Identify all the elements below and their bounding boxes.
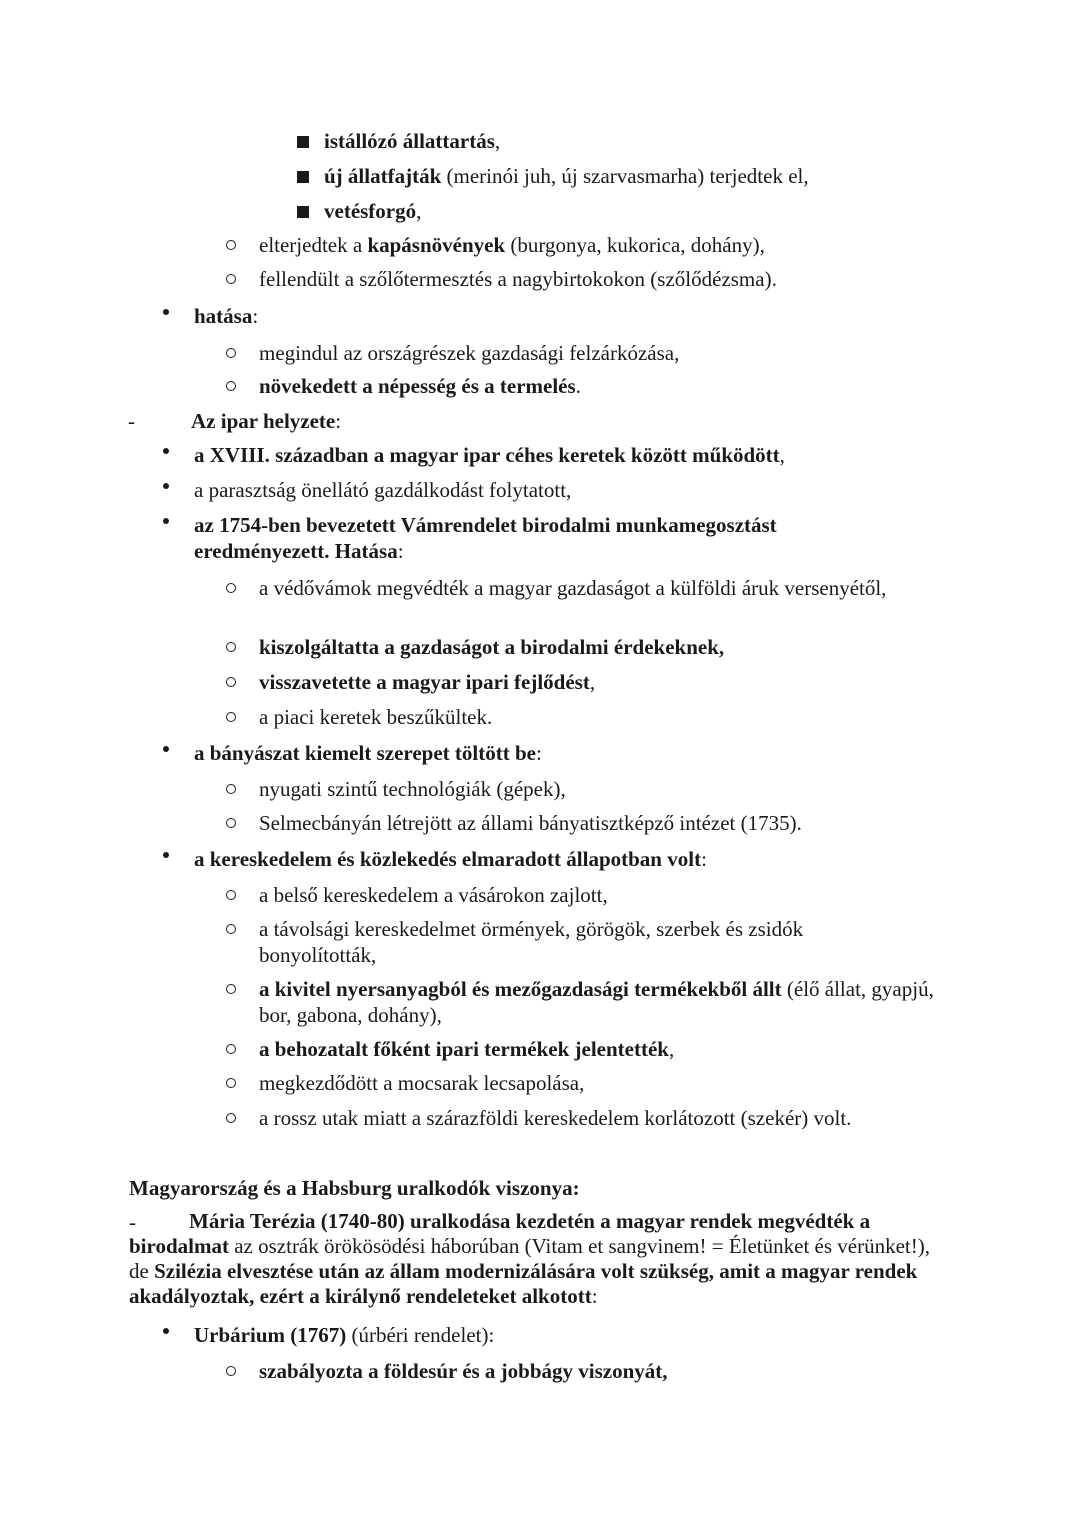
circle-bullet-icon (226, 583, 236, 593)
square-bullet-icon (297, 206, 309, 218)
text: az osztrák örökösödési háborúban (Vitam et sangvinem! = Életünket és vérünket!), de (129, 1234, 930, 1283)
text: : (591, 1284, 598, 1308)
dot-bullet-icon (163, 518, 169, 524)
text: : (252, 304, 259, 328)
text: : (701, 847, 707, 871)
text: , (416, 199, 422, 223)
bold-text: Mária Terézia (1740-80) uralkodása kezdetén a magyar rendek megvédték a birodalmat (129, 1209, 871, 1258)
text: , (779, 443, 785, 467)
circle-bullet-icon (226, 677, 236, 687)
text: nyugati szintű technológiák (gépek), (259, 777, 566, 801)
circle-bullet-icon (226, 381, 236, 391)
bold-text: a behozatalt főként ipari termékek jelentették (259, 1037, 669, 1061)
circle-bullet-icon (226, 1366, 236, 1376)
text: , (668, 1037, 675, 1061)
bold-text: Az ipar helyzete (191, 409, 336, 433)
text: : (335, 409, 342, 433)
text: elterjedtek a (259, 233, 368, 257)
circle-bullet-icon (226, 1078, 236, 1088)
text: (merinói juh, új szarvasmarha) terjedtek el, (441, 164, 809, 188)
circle-bullet-icon (226, 784, 236, 794)
bold-text: istállózó állattartás (324, 129, 495, 153)
bold-text: szabályozta a földesúr és a jobbágy viszonyát, (259, 1359, 668, 1383)
dot-bullet-icon (163, 309, 169, 315)
bold-text: Urbárium (1767) (194, 1323, 347, 1347)
circle-bullet-icon (226, 818, 236, 828)
text: a parasztság önellátó gazdálkodást folytatott, (194, 478, 572, 502)
dash-marker: - (129, 1210, 136, 1234)
text: , (589, 670, 596, 694)
bold-text: a bányászat kiemelt szerepet töltött be (194, 741, 536, 765)
bold-text: kiszolgáltatta a gazdaságot a birodalmi érdekeknek, (259, 635, 725, 659)
bold-text: az 1754-ben bevezetett Vámrendelet birodalmi munkamegosztást eredményezett. Hatása (194, 513, 777, 563)
bold-text: vetésforgó (324, 199, 417, 223)
circle-bullet-icon (226, 890, 236, 900)
square-bullet-icon (297, 136, 309, 148)
text: : (535, 741, 542, 765)
bold-text: a XVIII. században a magyar ipar céhes keretek között működött (194, 443, 780, 467)
text: (úrbéri rendelet): (346, 1323, 495, 1347)
text: megkezdődött a mocsarak lecsapolása, (259, 1071, 585, 1095)
text: a rossz utak miatt a szárazföldi kereskedelem korlátozott (szekér) volt. (259, 1106, 852, 1130)
bold-text: Magyarország és a Habsburg uralkodók viszonya: (129, 1176, 580, 1200)
circle-bullet-icon (226, 240, 236, 250)
dash-marker: - (128, 409, 135, 433)
text: a belső kereskedelem a vásárokon zajlott, (259, 883, 608, 907)
circle-bullet-icon (226, 274, 236, 284)
dot-bullet-icon (163, 852, 169, 858)
bold-text: új állatfajták (324, 164, 442, 188)
bold-text: Szilézia elvesztése után az állam modernizálására volt szükség, amit a magyar rendek akadályoztak, ezért a királynő rendeleteket alkotott (129, 1259, 918, 1308)
circle-bullet-icon (226, 712, 236, 722)
text: a piaci keretek beszűkültek. (259, 705, 493, 729)
bold-text: növekedett a népesség és a termelés (259, 374, 576, 398)
circle-bullet-icon (226, 984, 236, 994)
text: (élő állat, gyapjú, bor, gabona, dohány), (259, 977, 934, 1027)
bold-text: kapásnövények (367, 233, 506, 257)
circle-bullet-icon (226, 642, 236, 652)
text: Selmecbányán létrejött az állami bányatisztképző intézet (1735). (259, 811, 802, 835)
bold-text: visszavetette a magyar ipari fejlődést (259, 670, 590, 694)
dot-bullet-icon (163, 483, 169, 489)
circle-bullet-icon (226, 1044, 236, 1054)
text: fellendült a szőlőtermesztés a nagybirtokokon (szőlődézsma). (259, 267, 777, 291)
dot-bullet-icon (163, 1328, 169, 1334)
text: megindul az országrészek gazdasági felzárkózása, (259, 341, 680, 365)
dot-bullet-icon (163, 746, 169, 752)
text: a távolsági kereskedelmet örmények, görögök, szerbek és zsidók bonyolították, (259, 917, 804, 967)
bold-text: hatása (194, 304, 253, 328)
circle-bullet-icon (226, 924, 236, 934)
square-bullet-icon (297, 171, 309, 183)
circle-bullet-icon (226, 1113, 236, 1123)
text: , (494, 129, 501, 153)
text: : (397, 539, 404, 563)
dot-bullet-icon (163, 448, 169, 454)
text: (burgonya, kukorica, dohány), (505, 233, 765, 257)
bold-text: a kereskedelem és közlekedés elmaradott állapotban volt (194, 847, 702, 871)
bold-text: a kivitel nyersanyagból és mezőgazdasági termékekből állt (259, 977, 782, 1001)
text: . (575, 374, 581, 398)
text: a védővámok megvédték a magyar gazdaságot a külföldi áruk versenyétől, (259, 576, 887, 600)
circle-bullet-icon (226, 348, 236, 358)
